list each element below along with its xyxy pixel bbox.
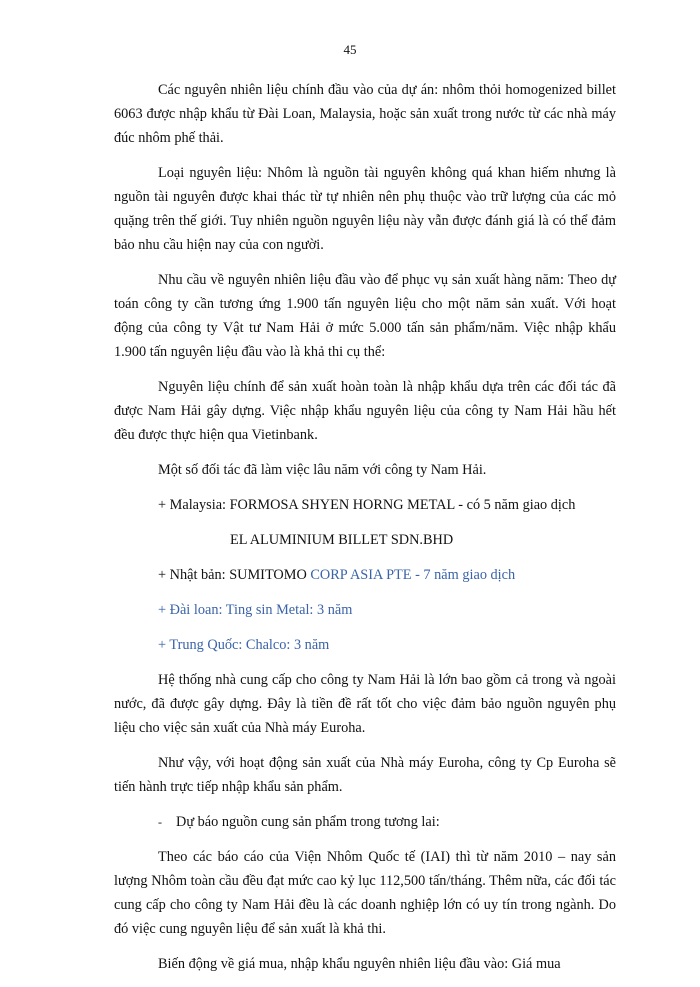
paragraph-partners-intro: Một số đối tác đã làm việc lâu năm với công ty Nam Hải. [158,462,487,478]
bullet-dash: - [158,815,162,829]
bullet-forecast [114,810,616,834]
paragraph-material-type: Loại nguyên liệu: Nhôm là nguồn tài nguyên không quá khan hiếm nhưng là nguồn tài nguyên được khai thác từ tự nhiên nên phụ thuộc vào trữ lượng của các mỏ quặng trên thế giới. Tuy nhiên nguồn nguyên liệu này vẫn được đánh giá là có thể đảm bảo nhu cầu hiện nay của con người. [114,165,616,253]
paragraph-import: Nguyên liệu chính để sản xuất hoàn toàn là nhập khẩu dựa trên các đối tác đã được Nam Hải gây dựng. Việc nhập khẩu nguyên liệu của công ty Nam Hải hầu hết đều được thực hiện qua Vietinbank. [114,379,616,443]
paragraph-supplier-system: Hệ thống nhà cung cấp cho công ty Nam Hải là lớn bao gồm cả trong và ngoài nước, đã được gây dựng. Đây là tiền đề rất tốt cho việc đảm bảo nguồn nguyên phụ liệu cho việc sản xuất của Nhà máy Euroha. [114,672,616,736]
partner-japan [114,563,616,587]
partner-malaysia-2: EL ALUMINIUM BILLET SDN.BHD [230,532,454,548]
paragraph-raw-materials: Các nguyên nhiên liệu chính đầu vào của dự án: nhôm thỏi homogenized billet 6063 được nhập khẩu từ Đài Loan, Malaysia, hoặc sản xuất trong nước từ các nhà máy đúc nhôm phế thải. [114,82,616,146]
page-number: 45 [343,42,357,57]
paragraph-euroha: Như vậy, với hoạt động sản xuất của Nhà máy Euroha, công ty Cp Euroha sẽ tiến hành trực tiếp nhập khẩu sản phẩm. [114,755,616,795]
document-body [114,78,616,987]
paragraph-demand: Nhu cầu về nguyên nhiên liệu đầu vào để phục vụ sản xuất hàng năm: Theo dự toán công ty cần tương ứng 1.900 tấn nguyên liệu cho một năm sản xuất. Với hoạt động của công ty Vật tư Nam Hải ở mức 5.000 tấn sản phẩm/năm. Việc nhập khẩu 1.900 tấn nguyên liệu đầu vào là khả thi cụ thể: [114,272,616,360]
partner-taiwan: + Đài loan: Ting sin Metal: 3 năm [158,602,353,618]
paragraph-price-fluctuation: Biến động về giá mua, nhập khẩu nguyên nhiên liệu đầu vào: Giá mua [158,956,561,972]
partner-japan-suffix: CORP ASIA PTE - 7 năm giao dịch [310,567,516,583]
partner-malaysia: + Malaysia: FORMOSA SHYEN HORNG METAL - có 5 năm giao dịch [158,497,576,513]
paragraph-iai-report: Theo các báo cáo của Viện Nhôm Quốc tế (IAI) thì từ năm 2010 – nay sản lượng Nhôm toàn cầu đều đạt mức cao kỷ lục 112,500 tấn/tháng. Thêm nữa, các đối tác cung cấp cho công ty Nam Hải đều là các doanh nghiệp lớn có uy tín trong ngành. Do đó việc cung nguyên liệu để sản xuất là khả thi. [114,849,616,937]
bullet-text: Dự báo nguồn cung sản phẩm trong tương lai: [176,814,440,830]
partner-china: + Trung Quốc: Chalco: 3 năm [158,637,330,653]
partner-japan-prefix: + Nhật bản: SUMITOMO [158,567,307,583]
